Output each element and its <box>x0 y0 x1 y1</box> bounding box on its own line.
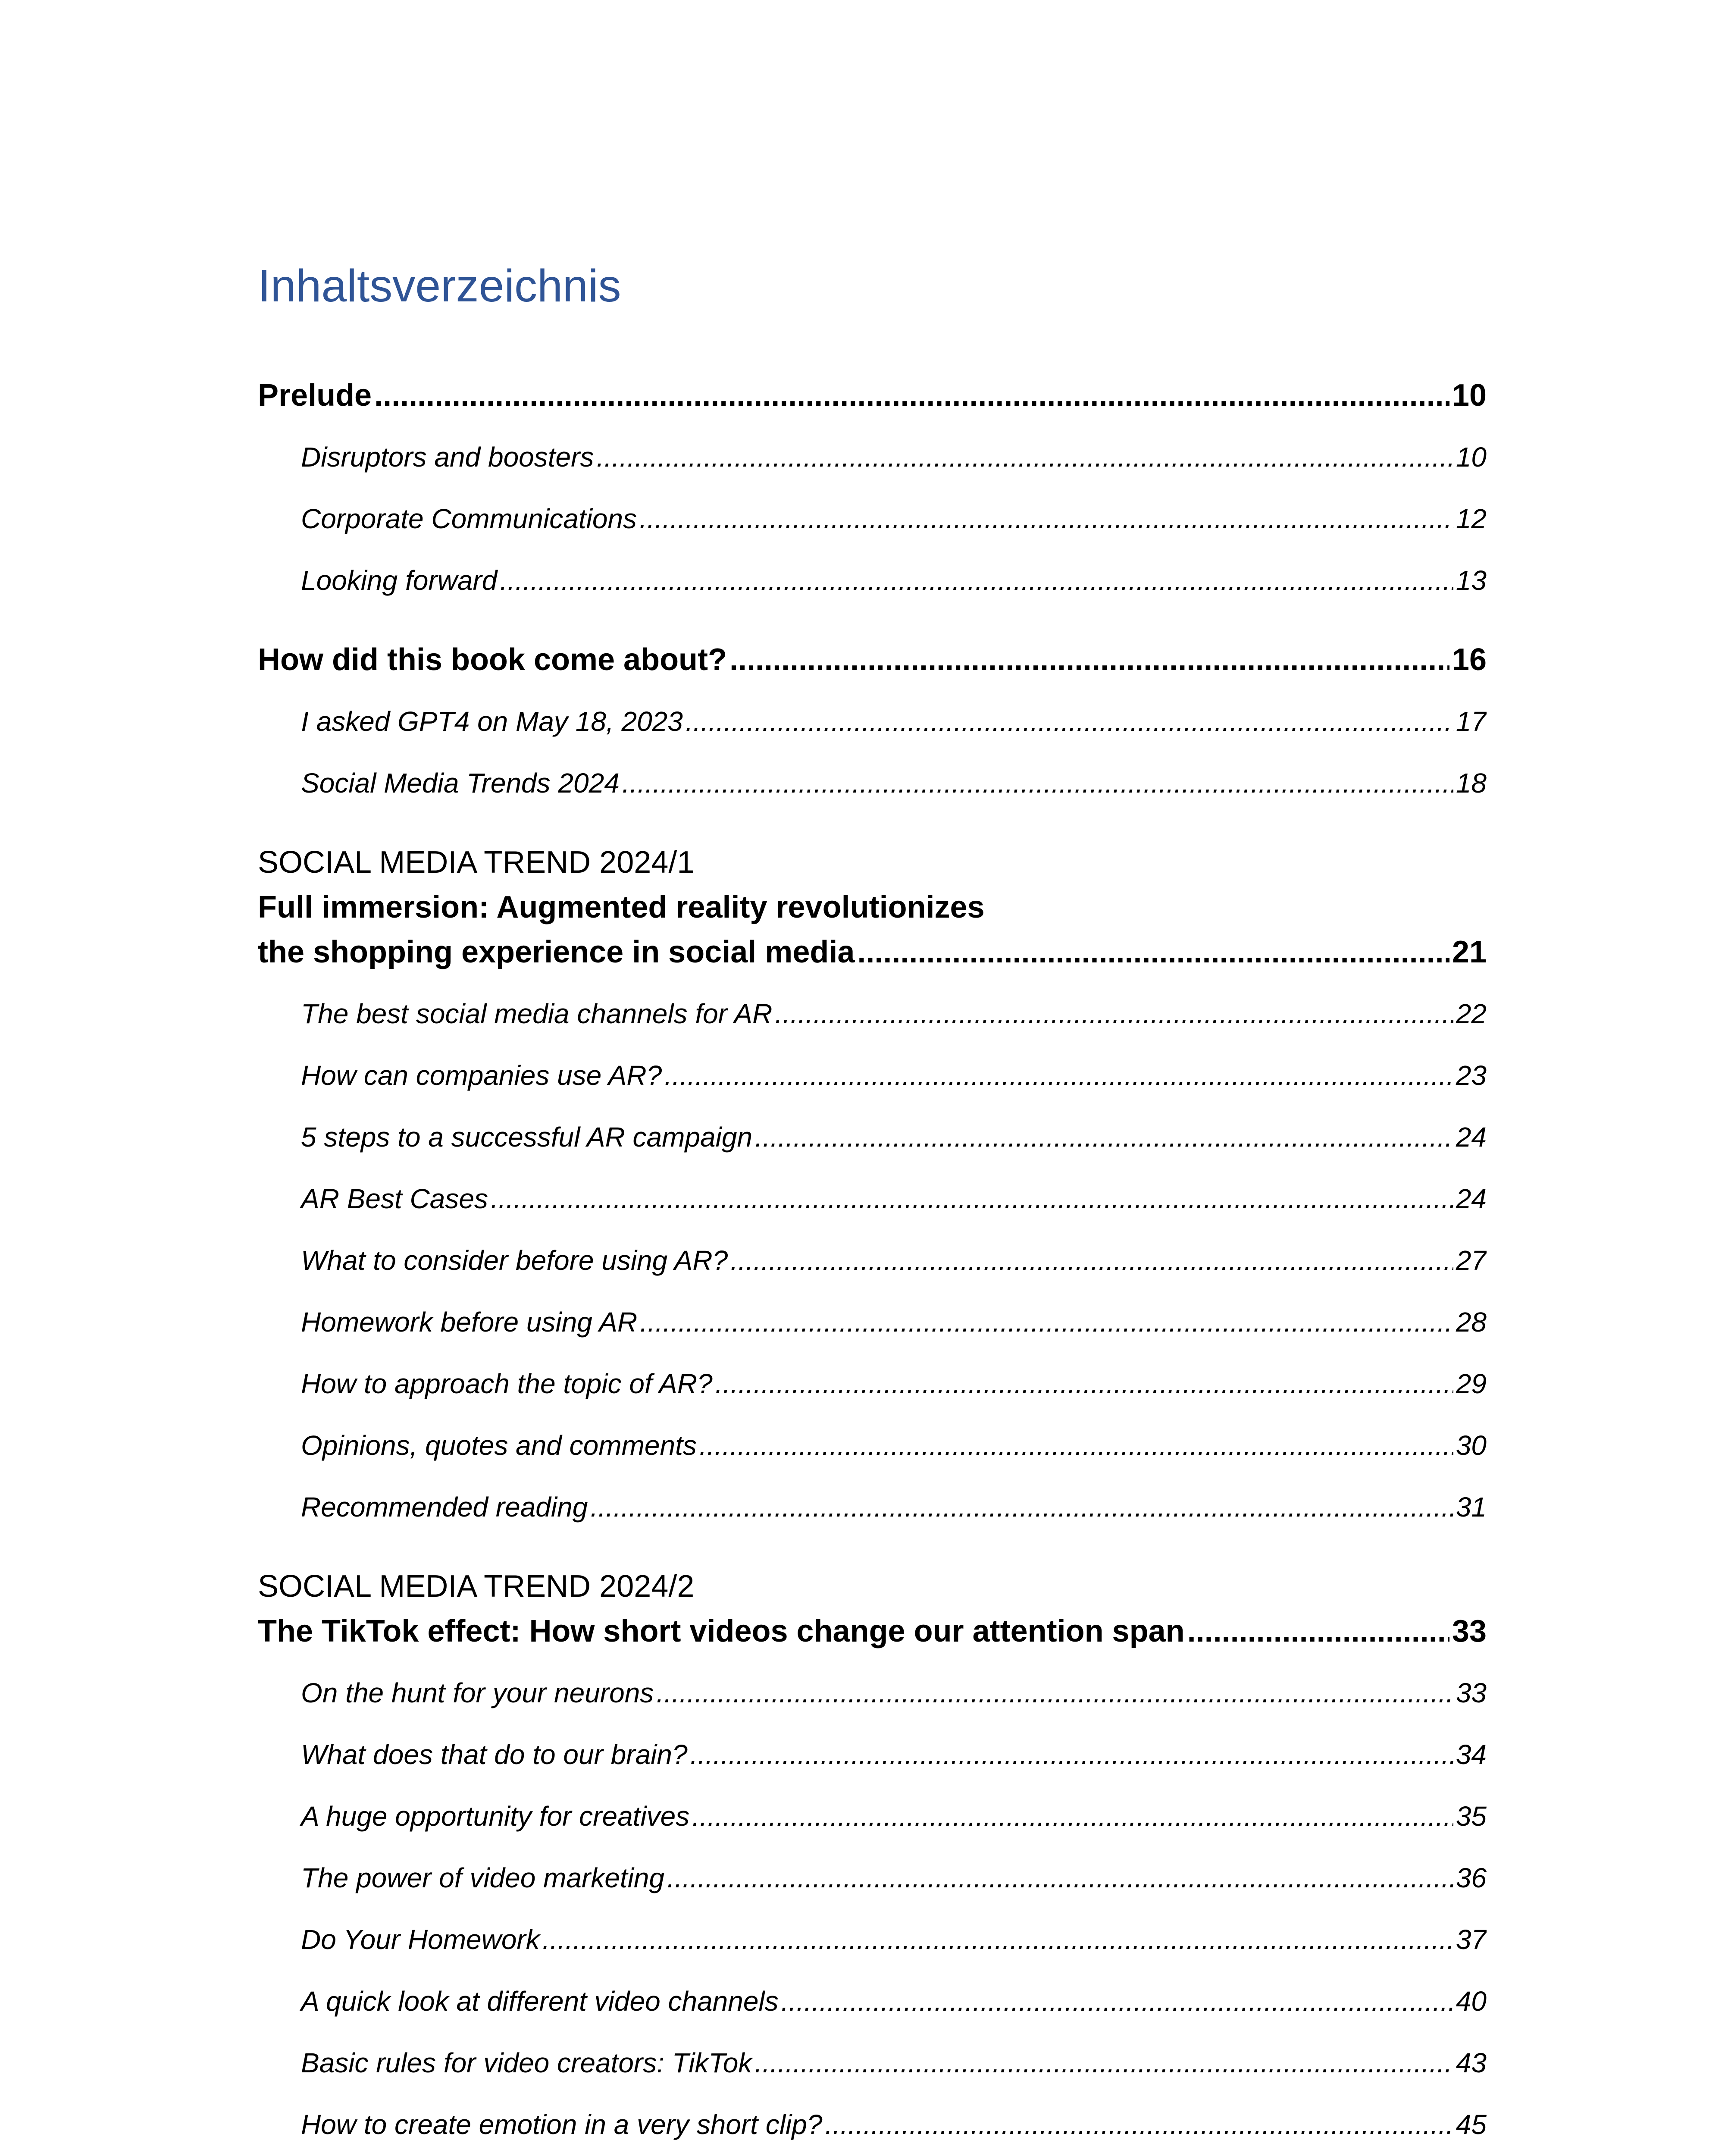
dot-leader <box>640 1291 1453 1353</box>
toc-entry-title: Do Your Homework <box>301 1909 542 1971</box>
toc-page-number: 45 <box>1456 2109 1487 2140</box>
toc-entry-title: Disruptors and boosters <box>301 426 596 488</box>
toc-section-title: the shopping experience in social media <box>258 930 857 975</box>
toc-section-title: The TikTok effect: How short videos change our attention span <box>258 1609 1187 1654</box>
toc-page-number: 18 <box>1456 768 1487 799</box>
dot-leader <box>690 1724 1453 1786</box>
toc-page-number: 10 <box>1452 378 1487 413</box>
dot-leader <box>1187 1609 1449 1654</box>
toc-entry[interactable] <box>258 1476 1487 1538</box>
dot-leader <box>374 373 1449 418</box>
toc-page-number: 43 <box>1456 2047 1487 2078</box>
toc-page-number: 29 <box>1456 1368 1487 1399</box>
toc-entry-title: 5 steps to a successful AR campaign <box>301 1106 755 1168</box>
toc-page-number: 24 <box>1456 1122 1487 1153</box>
dot-leader <box>667 1847 1453 1909</box>
dot-leader <box>781 1971 1453 2032</box>
toc-entry-title: On the hunt for your neurons <box>301 1662 656 1724</box>
dot-leader <box>699 1415 1453 1476</box>
toc-entry[interactable] <box>258 1415 1487 1476</box>
toc-entry-title: What does that do to our brain? <box>301 1724 690 1786</box>
toc-page-number: 30 <box>1456 1430 1487 1461</box>
toc-page-number: 22 <box>1456 998 1487 1029</box>
toc-entry[interactable] <box>258 1353 1487 1415</box>
toc-page-number: 34 <box>1456 1739 1487 1770</box>
toc-page-number: 31 <box>1456 1492 1487 1523</box>
toc-entry-title: Opinions, quotes and comments <box>301 1415 699 1476</box>
dot-leader <box>692 1786 1453 1847</box>
toc-page-number: 33 <box>1456 1677 1487 1708</box>
toc-entry[interactable] <box>258 1786 1487 1847</box>
toc-page-number: 12 <box>1456 503 1487 534</box>
toc-page-number: 33 <box>1452 1614 1487 1648</box>
toc-page-number: 27 <box>1456 1245 1487 1276</box>
toc-section-title-line[interactable]: Full immersion: Augmented reality revolutionizes <box>258 890 985 924</box>
toc-entry[interactable] <box>258 1847 1487 1909</box>
toc-entry[interactable] <box>258 1909 1487 1971</box>
dot-leader <box>656 1662 1453 1724</box>
toc-page-number: 10 <box>1456 442 1487 473</box>
dot-leader <box>639 488 1453 550</box>
toc-entry-title: Looking forward <box>301 550 500 611</box>
dot-leader <box>500 550 1453 611</box>
toc-page-number: 13 <box>1456 565 1487 596</box>
dot-leader <box>715 1353 1453 1415</box>
toc-entry-title: How to create emotion in a very short clip? <box>301 2094 825 2156</box>
toc-entry-title: Recommended reading <box>301 1476 590 1538</box>
toc-entry-title: Social Media Trends 2024 <box>301 752 622 814</box>
toc-entry-title: The power of video marketing <box>301 1847 667 1909</box>
dot-leader <box>729 637 1449 682</box>
dot-leader <box>622 752 1453 814</box>
toc-entry-title: Corporate Communications <box>301 488 639 550</box>
toc-page-number: 40 <box>1456 1986 1487 2017</box>
dot-leader <box>755 1106 1453 1168</box>
toc-entry[interactable] <box>258 550 1487 611</box>
toc-section-heading[interactable] <box>258 930 1487 975</box>
trend-label: SOCIAL MEDIA TREND 2024/2 <box>258 1569 695 1604</box>
toc-entry[interactable] <box>258 1230 1487 1291</box>
toc-page-number: 23 <box>1456 1060 1487 1091</box>
dot-leader <box>754 2032 1453 2094</box>
toc-entry[interactable] <box>258 691 1487 752</box>
toc-entry[interactable] <box>258 1168 1487 1230</box>
toc-page-number: 24 <box>1456 1183 1487 1214</box>
toc-section-heading[interactable] <box>258 637 1487 682</box>
toc-entry[interactable] <box>258 1291 1487 1353</box>
toc-entry-title: A huge opportunity for creatives <box>301 1786 692 1847</box>
toc-entry[interactable] <box>258 1106 1487 1168</box>
dot-leader <box>857 930 1449 975</box>
toc-entry[interactable] <box>258 1971 1487 2032</box>
dot-leader <box>730 1230 1453 1291</box>
toc-entry-title: A quick look at different video channels <box>301 1971 781 2032</box>
toc-entry[interactable] <box>258 2032 1487 2094</box>
dot-leader <box>590 1476 1453 1538</box>
toc-entry-title: Basic rules for video creators: TikTok <box>301 2032 754 2094</box>
toc-entry[interactable] <box>258 1724 1487 1786</box>
toc-entry[interactable] <box>258 1662 1487 1724</box>
toc-entry-title: AR Best Cases <box>301 1168 491 1230</box>
toc-entry-title: The best social media channels for AR <box>301 983 775 1045</box>
toc-title: Inhaltsverzeichnis <box>258 260 621 311</box>
toc-entry[interactable] <box>258 426 1487 488</box>
toc-entry[interactable] <box>258 752 1487 814</box>
toc-page-number: 37 <box>1456 1924 1487 1955</box>
toc-page-number: 28 <box>1456 1307 1487 1338</box>
toc-page-number: 16 <box>1452 642 1487 677</box>
trend-label: SOCIAL MEDIA TREND 2024/1 <box>258 845 695 880</box>
toc-entry-title: What to consider before using AR? <box>301 1230 730 1291</box>
toc-section-title: Prelude <box>258 373 374 418</box>
toc-section-heading[interactable] <box>258 1609 1487 1654</box>
dot-leader <box>825 2094 1453 2156</box>
dot-leader <box>491 1168 1453 1230</box>
toc-page-number: 36 <box>1456 1862 1487 1893</box>
toc-entry-title: How to approach the topic of AR? <box>301 1353 715 1415</box>
dot-leader <box>596 426 1453 488</box>
toc-entry-title: Homework before using AR <box>301 1291 640 1353</box>
toc-entry[interactable] <box>258 983 1487 1045</box>
toc-entry-title: I asked GPT4 on May 18, 2023 <box>301 691 686 752</box>
toc-entry[interactable] <box>258 2094 1487 2156</box>
toc-entry[interactable] <box>258 488 1487 550</box>
toc-section-heading[interactable] <box>258 373 1487 418</box>
toc-section-title: How did this book come about? <box>258 637 729 682</box>
dot-leader <box>664 1045 1453 1106</box>
dot-leader <box>542 1909 1453 1971</box>
toc-entry-title: How can companies use AR? <box>301 1045 664 1106</box>
toc-entry[interactable] <box>258 1045 1487 1106</box>
table-of-contents <box>258 373 1487 2156</box>
dot-leader <box>775 983 1453 1045</box>
dot-leader <box>686 691 1453 752</box>
toc-page-number: 35 <box>1456 1801 1487 1832</box>
toc-page-number: 17 <box>1456 706 1487 737</box>
toc-page-number: 21 <box>1452 935 1487 969</box>
